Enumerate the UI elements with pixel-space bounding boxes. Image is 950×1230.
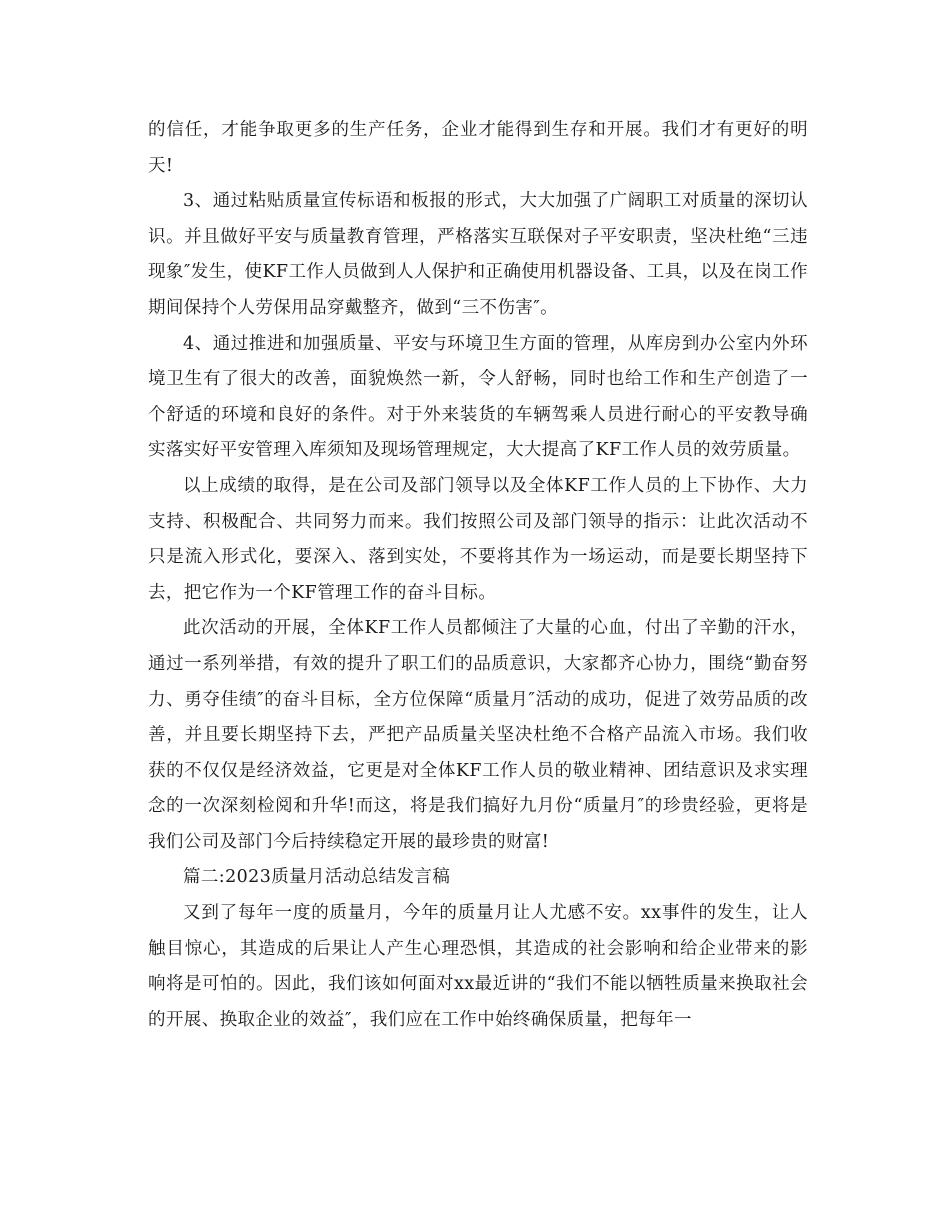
paragraph-quality-month: 又到了每年一度的质量月，今年的质量月让人尤感不安。xx事件的发生，让人触目惊心，其造成的后果让人产生心理恐惧，其造成的社会影响和给企业带来的影响将是可怕的。因此，我们该如何面对xx最近讲的“我们不能以牺牲质量来换取社会的开展、换取企业的效益″，我们应在工作中始终确保质量，把每年一	[148, 903, 808, 1030]
paragraph-item-3: 3、通过粘贴质量宣传标语和板报的形式，大大加强了广阔职工对质量的深切认识。并且做好平安与质量教育管理，严格落实互联保对子平安职责，坚决杜绝“三违现象″发生，使KF工作人员做到人人保护和正确使用机器设备、工具，以及在岗工作期间保持个人劳保用品穿戴整齐，做到“三不伤害″。	[148, 191, 808, 318]
section-heading: 篇二:2023质量月活动总结发言稿	[183, 867, 451, 888]
paragraph-continuation: 的信任，才能争取更多的生产任务，企业才能得到生存和开展。我们才有更好的明天!	[148, 120, 808, 176]
document-body	[148, 113, 808, 1038]
paragraph-achievements: 以上成绩的取得，是在公司及部门领导以及全体KF工作人员的上下协作、大力支持、积极配合、共同努力而来。我们按照公司及部门领导的指示：让此次活动不只是流入形式化，要深入、落到实处，不要将其作为一场运动，而是要长期坚持下去，把它作为一个KF管理工作的奋斗目标。	[148, 475, 808, 603]
paragraph-activity-summary: 此次活动的开展，全体KF工作人员都倾注了大量的心血，付出了辛勤的汗水，通过一系列举措，有效的提升了职工们的品质意识，大家都齐心协力，围绕“勤奋努力、勇夺佳绩″的奋斗目标，全方位保障“质量月″活动的成功，促进了效劳品质的改善，并且要长期坚持下去，严把产品质量关坚决杜绝不合格产品流入市场。我们收获的不仅仅是经济效益，它更是对全体KF工作人员的敬业精神、团结意识及求实理念的一次深刻检阅和升华!而这，将是我们搞好九月份“质量月″的珍贵经验，更将是我们公司及部门今后持续稳定开展的最珍贵的财富!	[148, 618, 808, 852]
paragraph-item-4: 4、通过推进和加强质量、平安与环境卫生方面的管理，从库房到办公室内外环境卫生有了很大的改善，面貌焕然一新，令人舒畅，同时也给工作和生产创造了一个舒适的环境和良好的条件。对于外来装货的车辆驾乘人员进行耐心的平安教导确实落实好平安管理入库须知及现场管理规定，大大提高了KF工作人员的效劳质量。	[148, 333, 808, 461]
